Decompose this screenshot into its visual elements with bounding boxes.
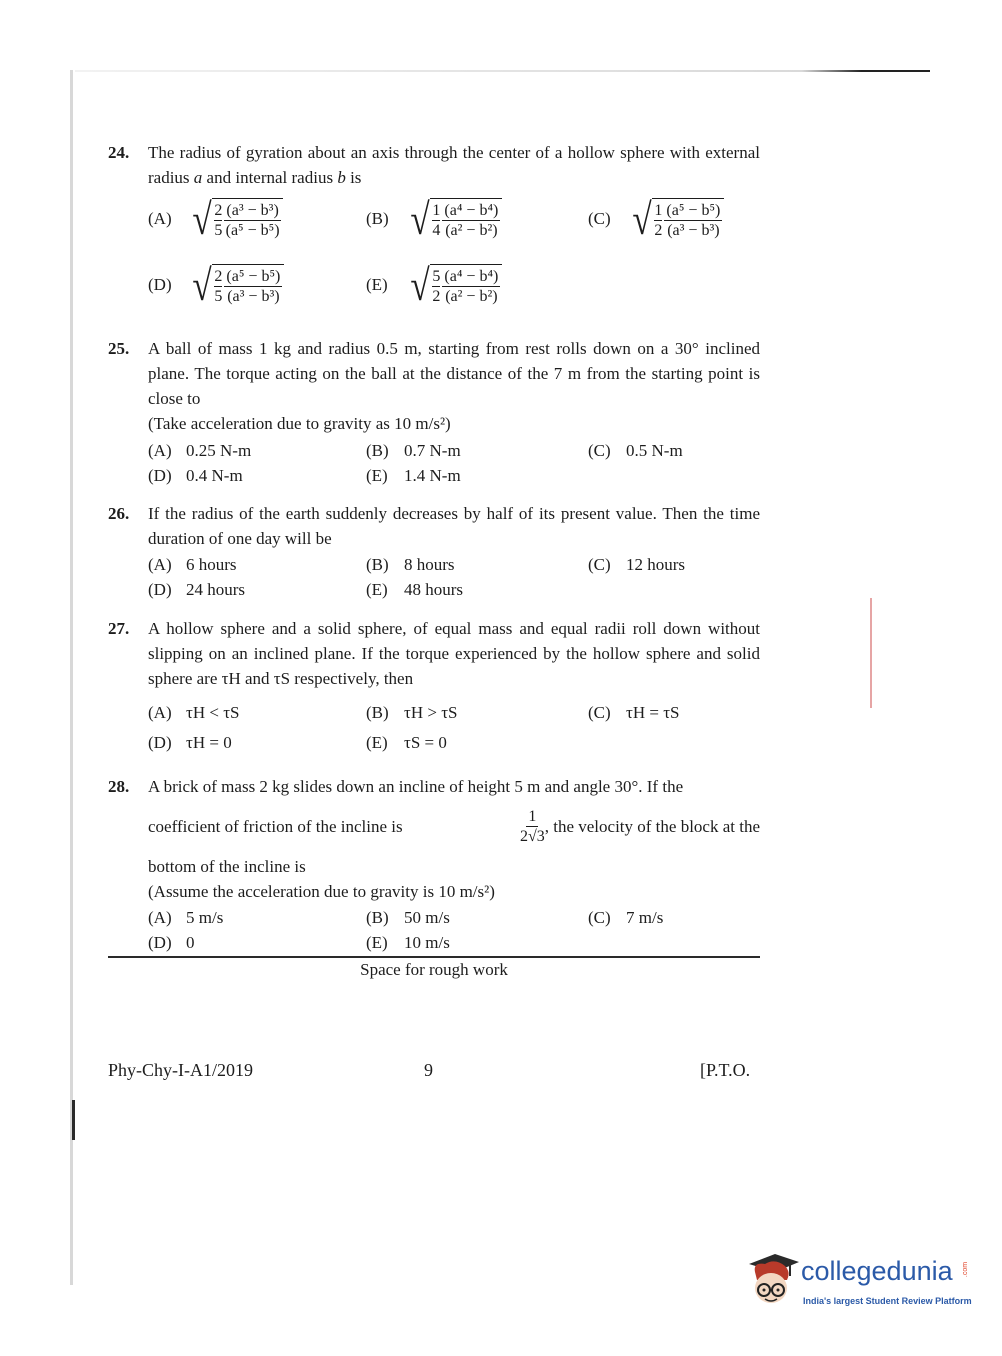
paper-code: Phy-Chy-I-A1/2019 [108,1060,253,1080]
option-28d[interactable]: (D) 0 [148,933,195,952]
question-text: A hollow sphere and a solid sphere, of equal mass and equal radii roll down without slipping on an inclined plane. If the torque experienced by the hollow sphere and solid sphere are τH and τS respectively, then [148,619,760,688]
question-28 [108,774,760,904]
question-26 [108,501,760,551]
page-top-edge [75,70,930,72]
page-number: 9 [424,1060,433,1080]
question-number: 27. [108,619,130,638]
question-number: 26. [108,504,130,523]
option-28c[interactable]: (C) 7 m/s [588,908,664,927]
question-text-end: bottom of the incline is [148,857,306,876]
option-27b[interactable]: (B) τH > τS [366,703,458,722]
question-27 [108,616,760,691]
question-note: (Assume the acceleration due to gravity is 10 m/s²) [148,882,495,901]
footer-divider [108,956,760,958]
student-mascot-icon [745,1250,801,1312]
option-28e[interactable]: (E) 10 m/s [366,933,450,952]
option-24b[interactable]: (B) √ 1 4 $\frac{\text{(a⁴ − b⁴)}}{\text{(a² − b²)}}$ [366,198,502,242]
logo-tagline: India's largest Student Review Platform [803,1296,972,1306]
page-edge-mark [72,1100,75,1140]
question-text-friction: coefficient of friction of the incline is $\frac{1}{2√3}$ , the velocity of the block at the [148,808,760,845]
option-25a[interactable]: (A) 0.25 N-m [148,441,252,460]
collegedunia-logo[interactable] [745,1250,975,1320]
option-27a[interactable]: (A) τH < τS [148,703,240,722]
option-26a[interactable]: (A) 6 hours [148,555,237,574]
option-27e[interactable]: (E) τS = 0 [366,733,447,752]
logo-com: .com [962,1261,970,1278]
please-turn-over: [P.T.O. [700,1060,751,1080]
option-26e[interactable]: (E) 48 hours [366,580,464,599]
question-note: (Take acceleration due to gravity as 10 m/s²) [148,414,451,433]
option-24c[interactable]: (C) √ 1 2 $\frac{\text{(a⁵ − b⁵)}}{\text{(a³ − b³)}}$ [588,198,724,242]
option-27c[interactable]: (C) τH = τS [588,703,680,722]
option-28b[interactable]: (B) 50 m/s [366,908,450,927]
option-26d[interactable]: (D) 24 hours [148,580,246,599]
option-24e[interactable]: (E) √ 5 2 $\frac{\text{(a⁴ − b⁴)}}{\text{(a² − b²)}}$ [366,264,502,308]
option-28a[interactable]: (A) 5 m/s [148,908,224,927]
question-number: 25. [108,339,130,358]
question-text: If the radius of the earth suddenly decreases by half of its present value. Then the time duration of one day will be [148,504,760,548]
margin-mark [870,598,872,708]
question-number: 28. [108,777,130,796]
question-24 [108,140,760,190]
option-26b[interactable]: (B) 8 hours [366,555,455,574]
option-27d[interactable]: (D) τH = 0 [148,733,232,752]
option-25d[interactable]: (D) 0.4 N-m [148,466,243,485]
question-text: The radius of gyration about an axis through the center of a hollow sphere with external radius a and internal radius b is [148,143,760,187]
rough-work-label: Space for rough work [360,960,508,979]
logo-wordmark: collegedunia [801,1256,953,1286]
question-number: 24. [108,143,130,162]
option-24a[interactable]: (A) √ 2 5 $\frac{\text{(a³ − b³)}}{\text{(a⁵ − b⁵)}}$ [148,198,283,242]
question-text: A ball of mass 1 kg and radius 0.5 m, starting from rest rolls down on a 30° inclined plane. The torque acting on the ball at the distance of the 7 m from the starting point is close to [148,339,760,408]
option-25e[interactable]: (E) 1.4 N-m [366,466,461,485]
question-25 [108,336,760,436]
option-26c[interactable]: (C) 12 hours [588,555,686,574]
option-25c[interactable]: (C) 0.5 N-m [588,441,683,460]
question-text: A brick of mass 2 kg slides down an incline of height 5 m and angle 30°. If the [148,777,684,796]
option-24d[interactable]: (D) √ 2 5 $\frac{\text{(a⁵ − b⁵)}}{\text{(a³ − b³)}}$ [148,264,284,308]
option-25b[interactable]: (B) 0.7 N-m [366,441,461,460]
